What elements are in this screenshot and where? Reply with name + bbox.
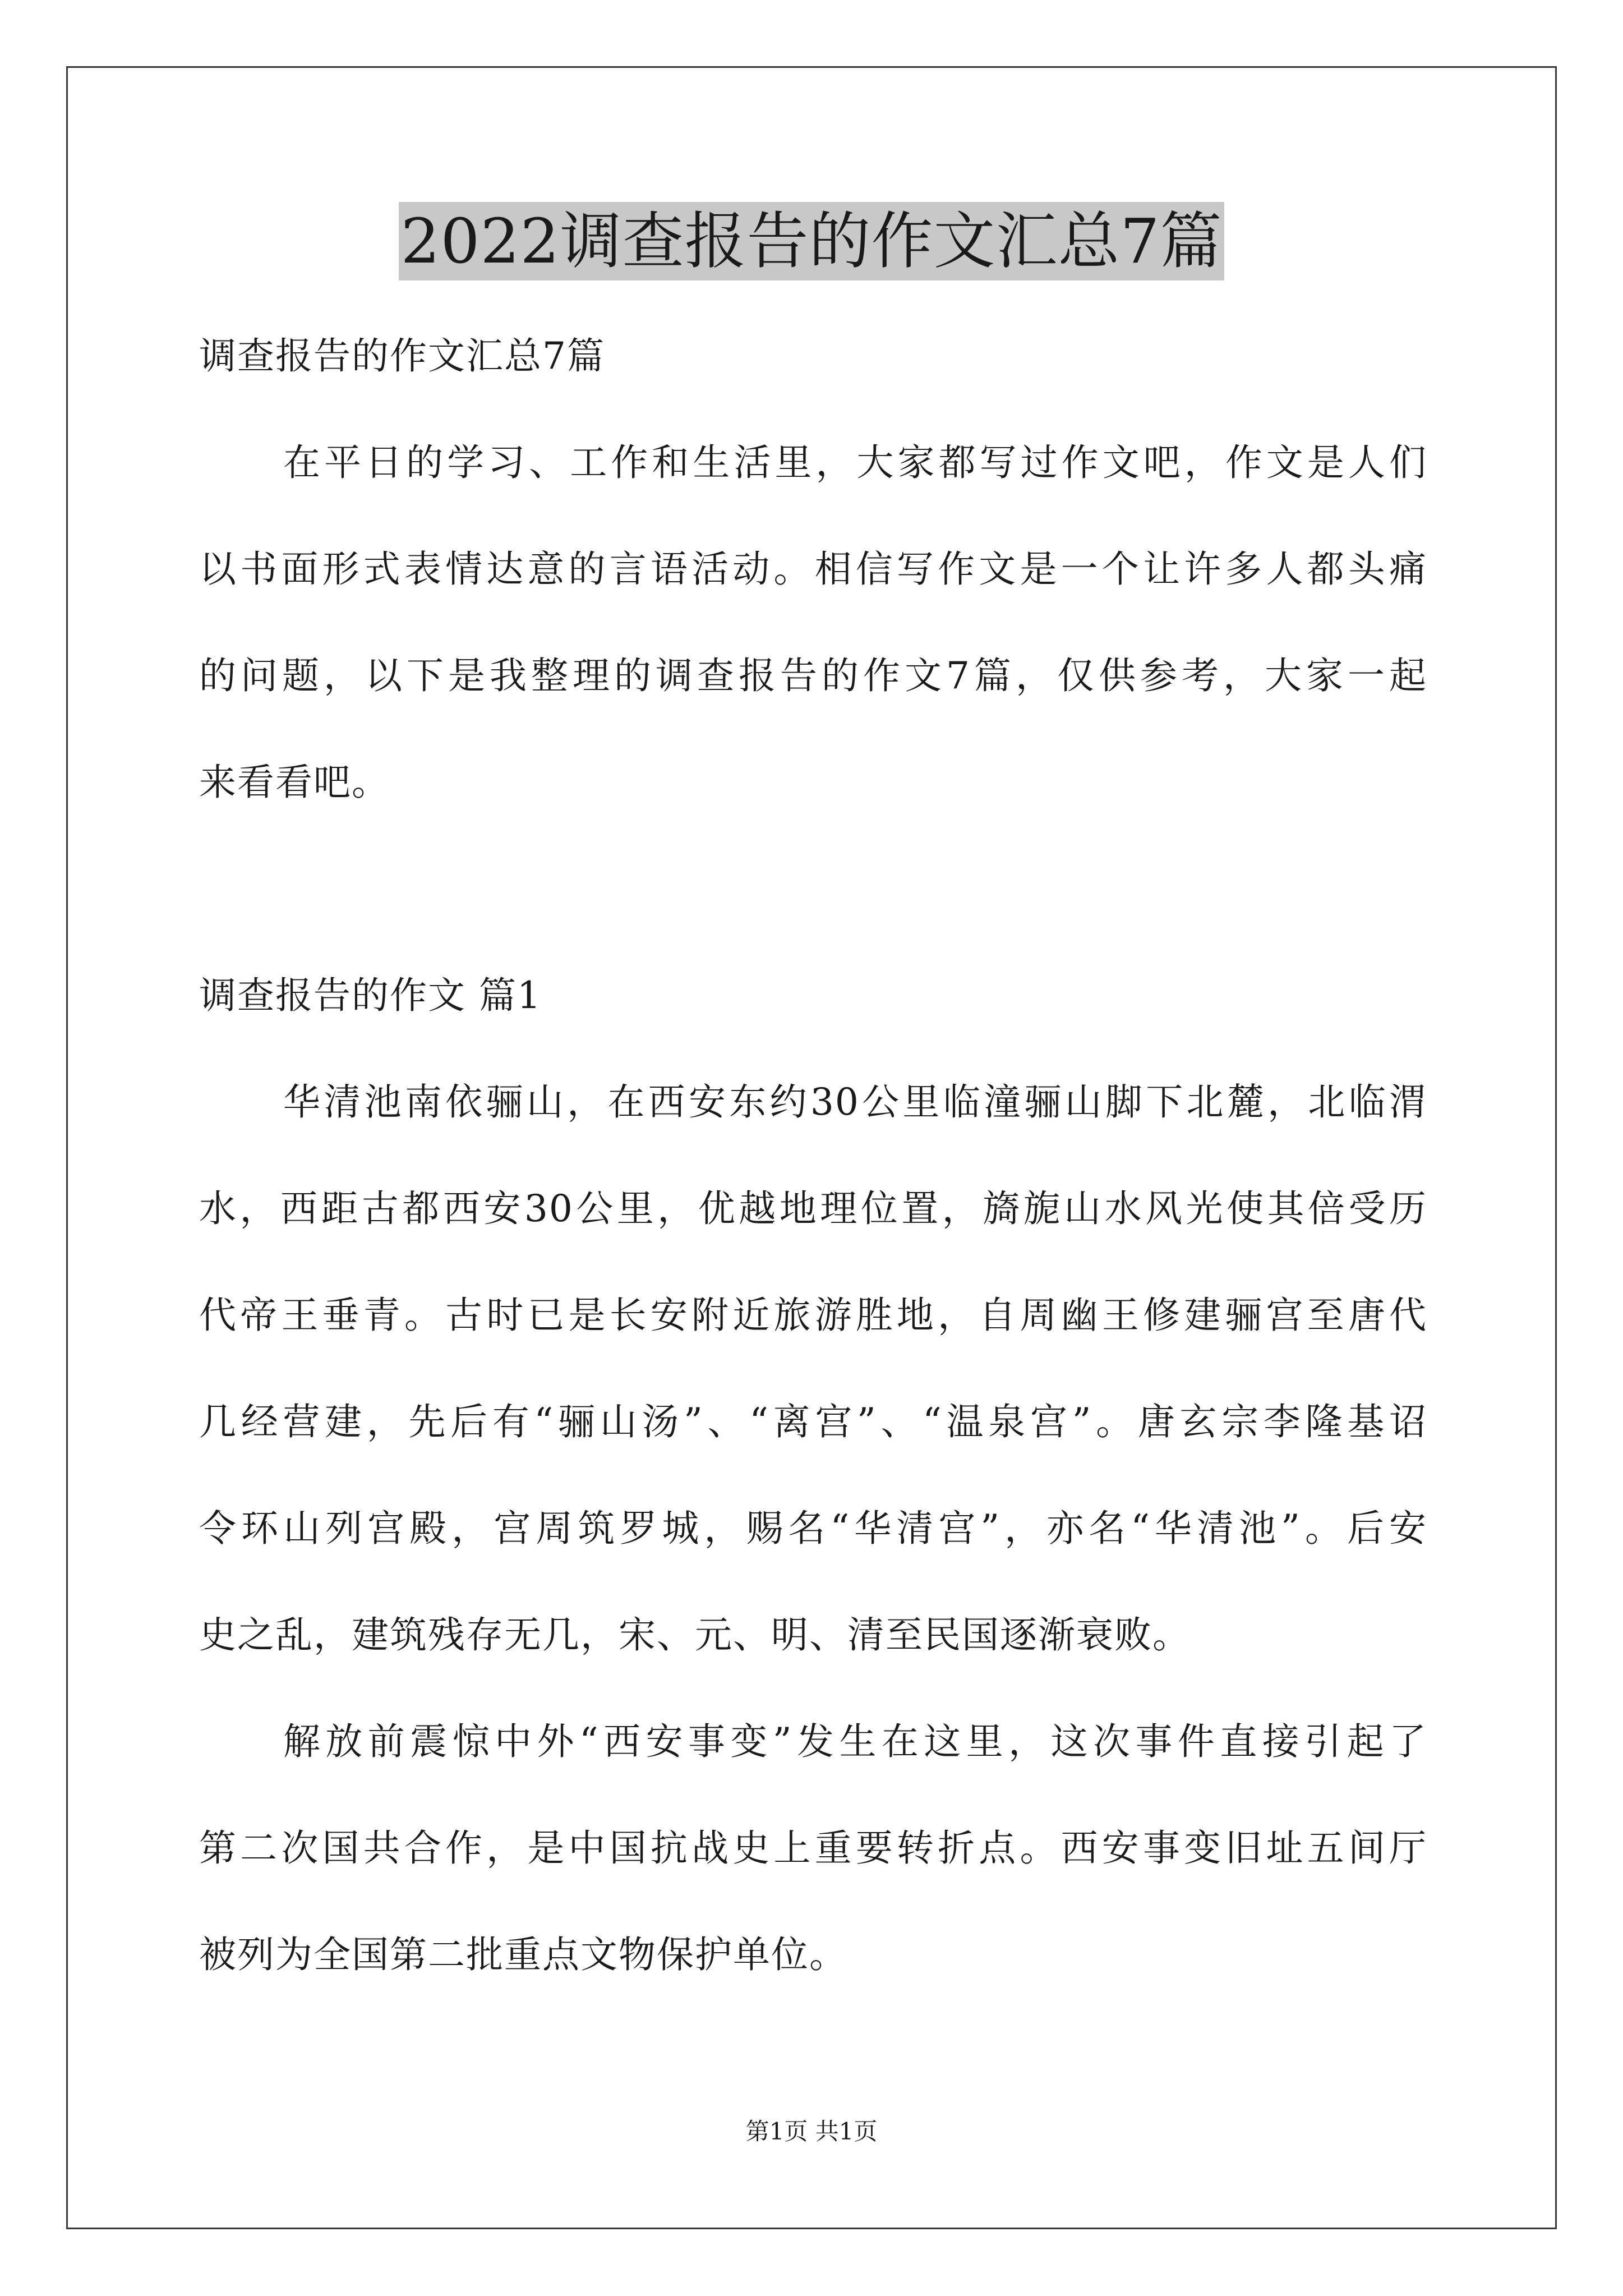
paragraph-line: 解放前震惊中外“西安事变”发生在这里，这次事件直接引起了 [283,1720,1427,1763]
spacer [199,836,1427,942]
document-subtitle: 调查报告的作文汇总7篇 [199,334,605,378]
document-title: 2022调查报告的作文汇总7篇 [399,202,1225,280]
page-footer: 第1页 共1页 [745,2118,878,2145]
intro-paragraph [199,409,1427,836]
paragraph-line: 水，西距古都西安30公里，优越地理位置，旖旎山水风光使其倍受历 [199,1187,1427,1230]
paragraph-line: 被列为全国第二批重点文物保护单位。 [199,1933,847,1976]
paragraph-line: 第二次国共合作，是中国抗战史上重要转折点。西安事变旧址五间厅 [199,1826,1427,1870]
paragraph-line: 代帝王垂青。古时已是长安附近旅游胜地，自周幽王修建骊宫至唐代 [199,1294,1427,1337]
paragraph-line: 令环山列宫殿，宫周筑罗城，赐名“华清宫”，亦名“华清池”。后安 [199,1507,1427,1550]
document-body [199,303,1427,2008]
intro-line: 在平日的学习、工作和生活里，大家都写过作文吧，作文是人们 [283,441,1427,484]
title-container [0,202,1623,280]
paragraph-line: 几经营建，先后有“骊山汤”、“离宫”、“温泉宫”。唐玄宗李隆基诏 [199,1400,1427,1443]
intro-line: 来看看吧。 [199,761,390,804]
intro-line: 以书面形式表情达意的言语活动。相信写作文是一个让许多人都头痛 [199,547,1427,591]
paragraph-line: 华清池南依骊山，在西安东约30公里临潼骊山脚下北麓，北临渭 [283,1080,1427,1124]
section1-paragraph-2 [199,1688,1427,2008]
intro-line: 的问题，以下是我整理的调查报告的作文7篇，仅供参考，大家一起 [199,654,1427,697]
paragraph-line: 史之乱，建筑残存无几，宋、元、明、清至民国逐渐衰败。 [199,1613,1191,1657]
section1-paragraph-1 [199,1049,1427,1688]
section-heading: 调查报告的作文 篇1 [199,974,542,1017]
